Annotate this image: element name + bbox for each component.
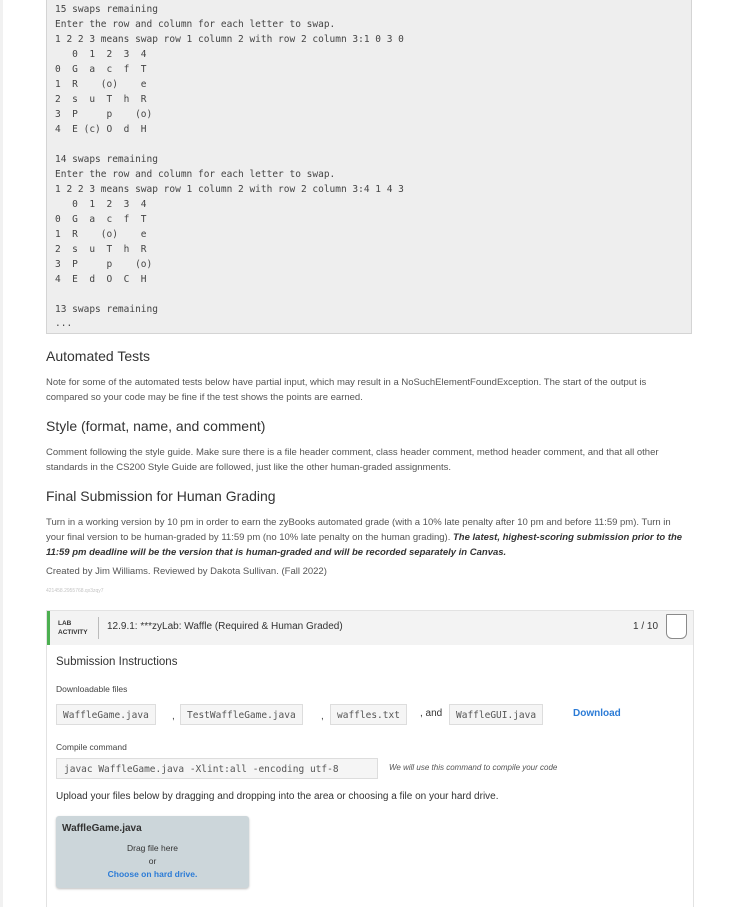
file-chip-testwafflegame[interactable]: TestWaffleGame.java <box>180 704 303 725</box>
lab-activity-tag <box>58 619 88 637</box>
console-line: 13 swaps remaining <box>55 304 158 315</box>
file-dropzone[interactable] <box>56 816 249 888</box>
style-text: Comment following the style guide. Make sure there is a file header comment, class header comment, method header comment, and that all other standards in the CS200 Style Guide are followed, just like the other human-graded assignments. <box>46 447 659 473</box>
console-line: 4 E d O C H <box>55 274 147 285</box>
lab-accent-bar <box>47 611 50 645</box>
final-submission-text <box>46 515 686 560</box>
file-chip-wafflegame[interactable]: WaffleGame.java <box>56 704 156 725</box>
completion-badge-icon <box>666 614 687 639</box>
console-line: ... <box>55 318 73 329</box>
lab-tag-line2: ACTIVITY <box>58 629 88 636</box>
compile-note: We will use this command to compile your code <box>389 763 558 772</box>
upload-instructions: Upload your files below by dragging and dropping into the area or choosing a file on your hard drive. <box>56 791 499 802</box>
dropzone-or-text: or <box>148 856 157 866</box>
automated-tests-heading: Automated Tests <box>46 348 151 364</box>
console-line: 2 s u T h R <box>55 94 147 105</box>
section-id: 421458.2955768.qx3zqy7 <box>46 588 104 594</box>
choose-file-link[interactable]: Choose on hard drive. <box>107 869 198 879</box>
file-separator: , <box>172 711 175 722</box>
console-line: 1 2 2 3 means swap row 1 column 2 with row 2 column 3:4 1 4 3 <box>55 184 404 195</box>
console-line: 1 2 2 3 means swap row 1 column 2 with row 2 column 3:1 0 3 0 <box>55 34 404 45</box>
style-heading: Style (format, name, and comment) <box>46 418 266 434</box>
file-chip-waffles-txt[interactable]: waffles.txt <box>330 704 407 725</box>
final-submission-emphasis: The latest, highest-scoring submission prior to the 11:59 pm deadline will be the version that is human-graded and will be recorded separately in Canvas. <box>46 532 683 558</box>
file-separator-and: , and <box>420 708 443 719</box>
automated-tests-text: Note for some of the automated tests below have partial input, which may result in a NoSuchElementFoundException. The start of the output is compared so your code may be fine if the test shows the points are earned. <box>46 377 647 403</box>
submission-instructions-heading: Submission Instructions <box>56 656 178 668</box>
console-line: 14 swaps remaining <box>55 154 158 165</box>
console-line: 0 G a c f T <box>55 214 147 225</box>
compile-command: javac WaffleGame.java -Xlint:all -encoding utf-8 <box>56 758 378 779</box>
dropzone-drag-text: Drag file here <box>126 843 179 853</box>
downloadable-files-label: Downloadable files <box>56 684 128 694</box>
lab-activity-header <box>47 611 693 645</box>
dropzone-filename: WaffleGame.java <box>62 823 142 834</box>
final-submission-heading: Final Submission for Human Grading <box>46 488 276 504</box>
console-line: 3 P p (o) <box>55 259 153 270</box>
console-line: 0 G a c f T <box>55 64 147 75</box>
console-line: 0 1 2 3 4 <box>55 49 147 60</box>
lab-tag-line1: LAB <box>58 620 72 627</box>
compile-command-label: Compile command <box>56 742 127 752</box>
console-line: Enter the row and column for each letter to swap. <box>55 19 336 30</box>
file-separator: , <box>321 711 324 722</box>
lab-title: 12.9.1: ***zyLab: Waffle (Required & Human Graded) <box>107 621 343 632</box>
final-submission-plain: Turn in a working version by 10 pm in order to earn the zyBooks automated grade (with a 10% late penalty after 10 pm and before 11:59 pm). Turn in your final version to be human-graded by 11:59 pm (no 10% late penalty on the human grading). <box>46 517 671 543</box>
console-output <box>46 0 692 334</box>
console-line: Enter the row and column for each letter to swap. <box>55 169 336 180</box>
lab-score: 1 / 10 <box>633 621 659 632</box>
console-line: 4 E (c) O d H <box>55 124 147 135</box>
console-line: 15 swaps remaining <box>55 4 158 15</box>
console-line: 0 1 2 3 4 <box>55 199 147 210</box>
file-chip-wafflegui[interactable]: WaffleGUI.java <box>449 704 543 725</box>
page-left-rule <box>0 0 3 907</box>
console-line: 2 s u T h R <box>55 244 147 255</box>
lab-activity-card <box>46 610 694 907</box>
lab-header-divider <box>98 617 99 639</box>
download-link[interactable]: Download <box>573 708 621 719</box>
console-line: 1 R (o) e <box>55 229 147 240</box>
console-line: 1 R (o) e <box>55 79 147 90</box>
credit-line: Created by Jim Williams. Reviewed by Dakota Sullivan. (Fall 2022) <box>46 566 327 577</box>
console-line: 3 P p (o) <box>55 109 153 120</box>
